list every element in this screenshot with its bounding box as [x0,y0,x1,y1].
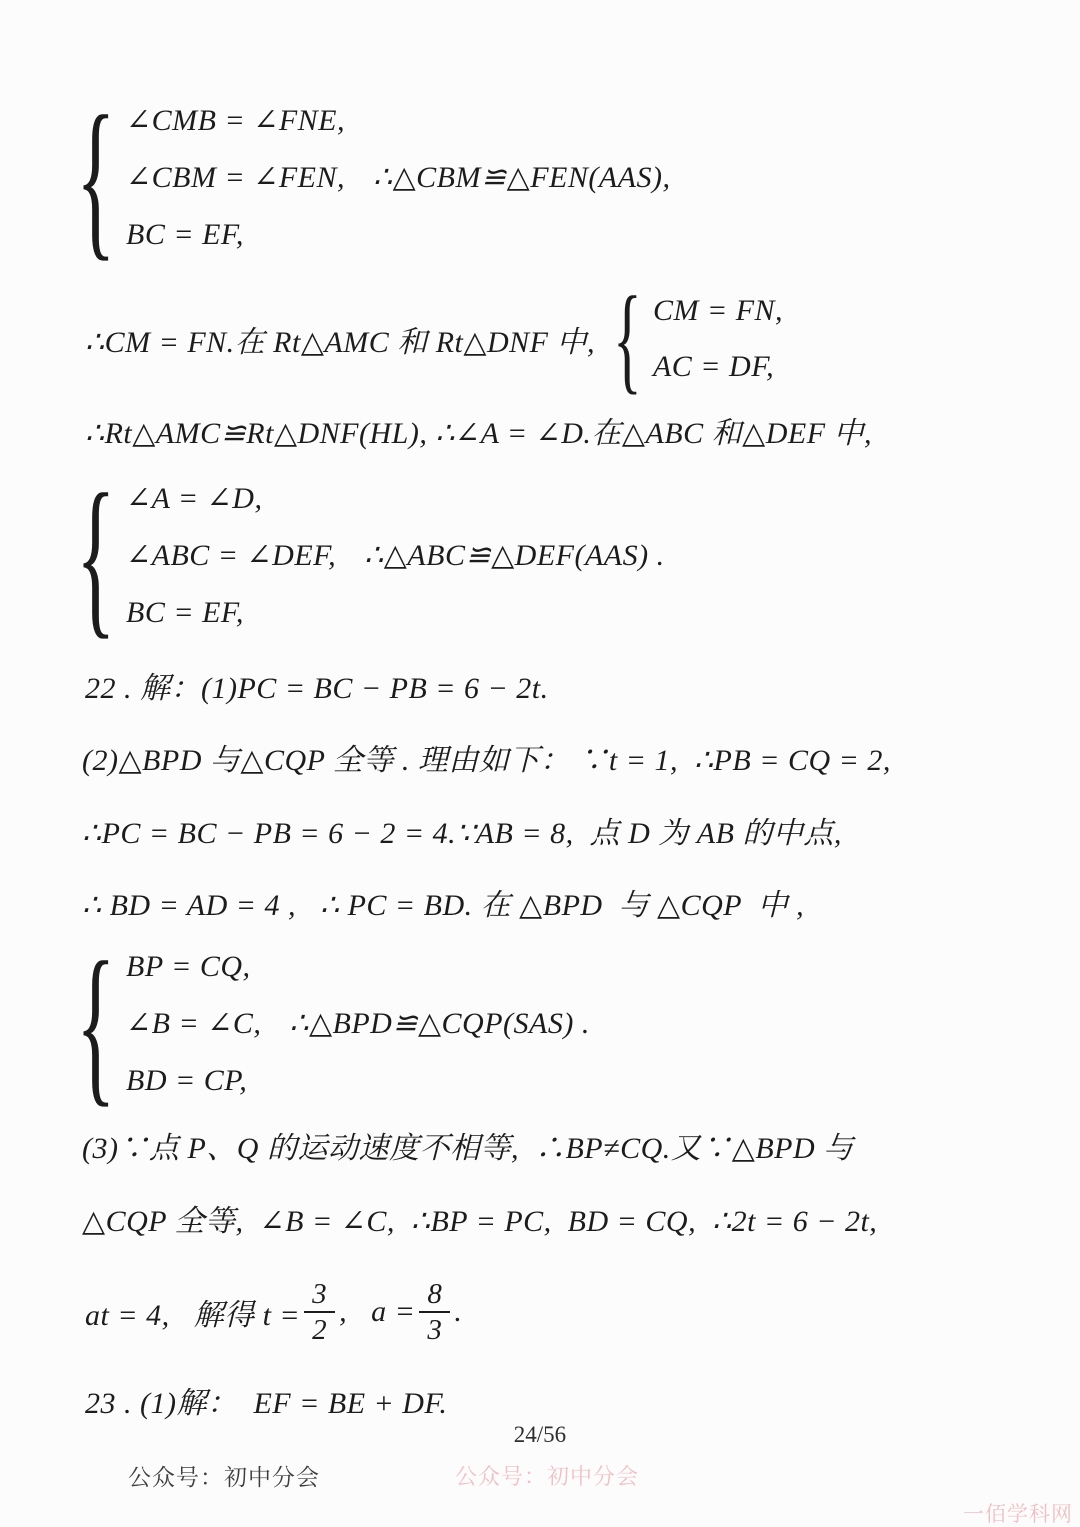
left-brace: { [76,925,116,1122]
watermark-corner: 一佰学科网 [963,1502,1073,1526]
system-equations [126,470,665,641]
equation-line [126,470,665,527]
equation-system-cbm-fen [76,79,671,276]
equation-line [126,995,590,1052]
fraction-a-value [419,1278,450,1347]
conclusion: ∴△ABC≌△DEF(AAS) . [364,539,665,572]
equation: ∠CBM = ∠FEN, [126,161,346,194]
equation-line [126,149,671,206]
fraction-t-value [304,1278,335,1347]
equation-line [653,339,783,395]
left-brace: { [76,457,116,654]
page-number: 24/56 [513,1422,567,1447]
equation: BD = CP, [126,1063,248,1097]
problem-22-part3-line1: (3)∵点 P、Q 的运动速度不相等, ∴BP≠CQ.又∵△BPD 与 [82,1132,854,1165]
equation-line [126,527,665,584]
equation-line [126,938,590,995]
equation: AC = DF, [652,350,775,383]
footer-account-label: 公众号：初中分会 [128,1465,320,1490]
statement-text: ∴CM = FN.在 Rt△AMC 和 Rt△DNF 中, [85,326,595,359]
equation-system-abc-def [76,457,665,654]
system-equations [126,92,671,263]
statement-with-system [85,271,784,405]
problem-22-part3-line2: △CQP 全等, ∠B = ∠C, ∴BP = PC, BD = CQ, ∴2t = 6 − 2t, [82,1205,878,1238]
problem-22-solve-line [85,1262,462,1362]
equation: BC = EF, [126,217,244,251]
equation: BP = CQ, [126,949,251,983]
problem-22-part2-line3: ∴ BD = AD = 4 , ∴ PC = BD. 在 △BPD 与 △CQP 中 , [82,889,805,922]
equation-system-bpd-cqp [76,925,590,1122]
fraction-denominator: 3 [427,1314,443,1346]
fraction-numerator: 8 [419,1278,450,1313]
problem-22-part2-line1: (2)△BPD 与△CQP 全等 . 理由如下： ∵t = 1, ∴PB = CQ = 2, [82,744,891,777]
equation-line [126,584,665,641]
solve-pre-text: at = 4, 解得 t = [85,1299,301,1332]
fraction-numerator: 3 [304,1278,335,1313]
solve-end-text: . [454,1295,463,1328]
statement-line-rt-congruence: ∴Rt△AMC≌Rt△DNF(HL), ∴∠A = ∠D.在△ABC 和△DEF 中, [85,417,873,450]
equation: ∠CMB = ∠FNE, [126,104,346,137]
equation-line [126,1052,590,1109]
system-equations [653,283,783,395]
equation-system-cm-fn [612,271,784,405]
fraction-denominator: 2 [312,1314,328,1346]
problem-22-part2-line2: ∴PC = BC − PB = 6 − 2 = 4.∵AB = 8, 点 D 为 AB 的中点, [82,817,842,850]
equation: CM = FN, [652,294,784,327]
solve-mid-text: , a = [339,1295,416,1328]
conclusion: ∴△CBM≌△FEN(AAS), [373,161,671,194]
equation: ∠A = ∠D, [126,482,263,515]
equation-line [126,206,671,263]
conclusion: ∴△BPD≌△CQP(SAS) . [289,1007,590,1040]
problem-23-line: 23 . (1)解： EF = BE + DF. [85,1387,448,1420]
equation-line [653,283,783,339]
problem-22-part1: 22 . 解：(1)PC = BC − PB = 6 − 2t. [85,672,549,705]
system-equations [126,938,590,1109]
left-brace: { [76,79,116,276]
left-brace: { [612,271,642,405]
equation-line [126,92,671,149]
equation: ∠B = ∠C, [126,1007,262,1040]
watermark-center: 公众号：初中分会 [455,1464,640,1489]
equation: ∠ABC = ∠DEF, [126,539,337,572]
equation: BC = EF, [126,595,244,629]
